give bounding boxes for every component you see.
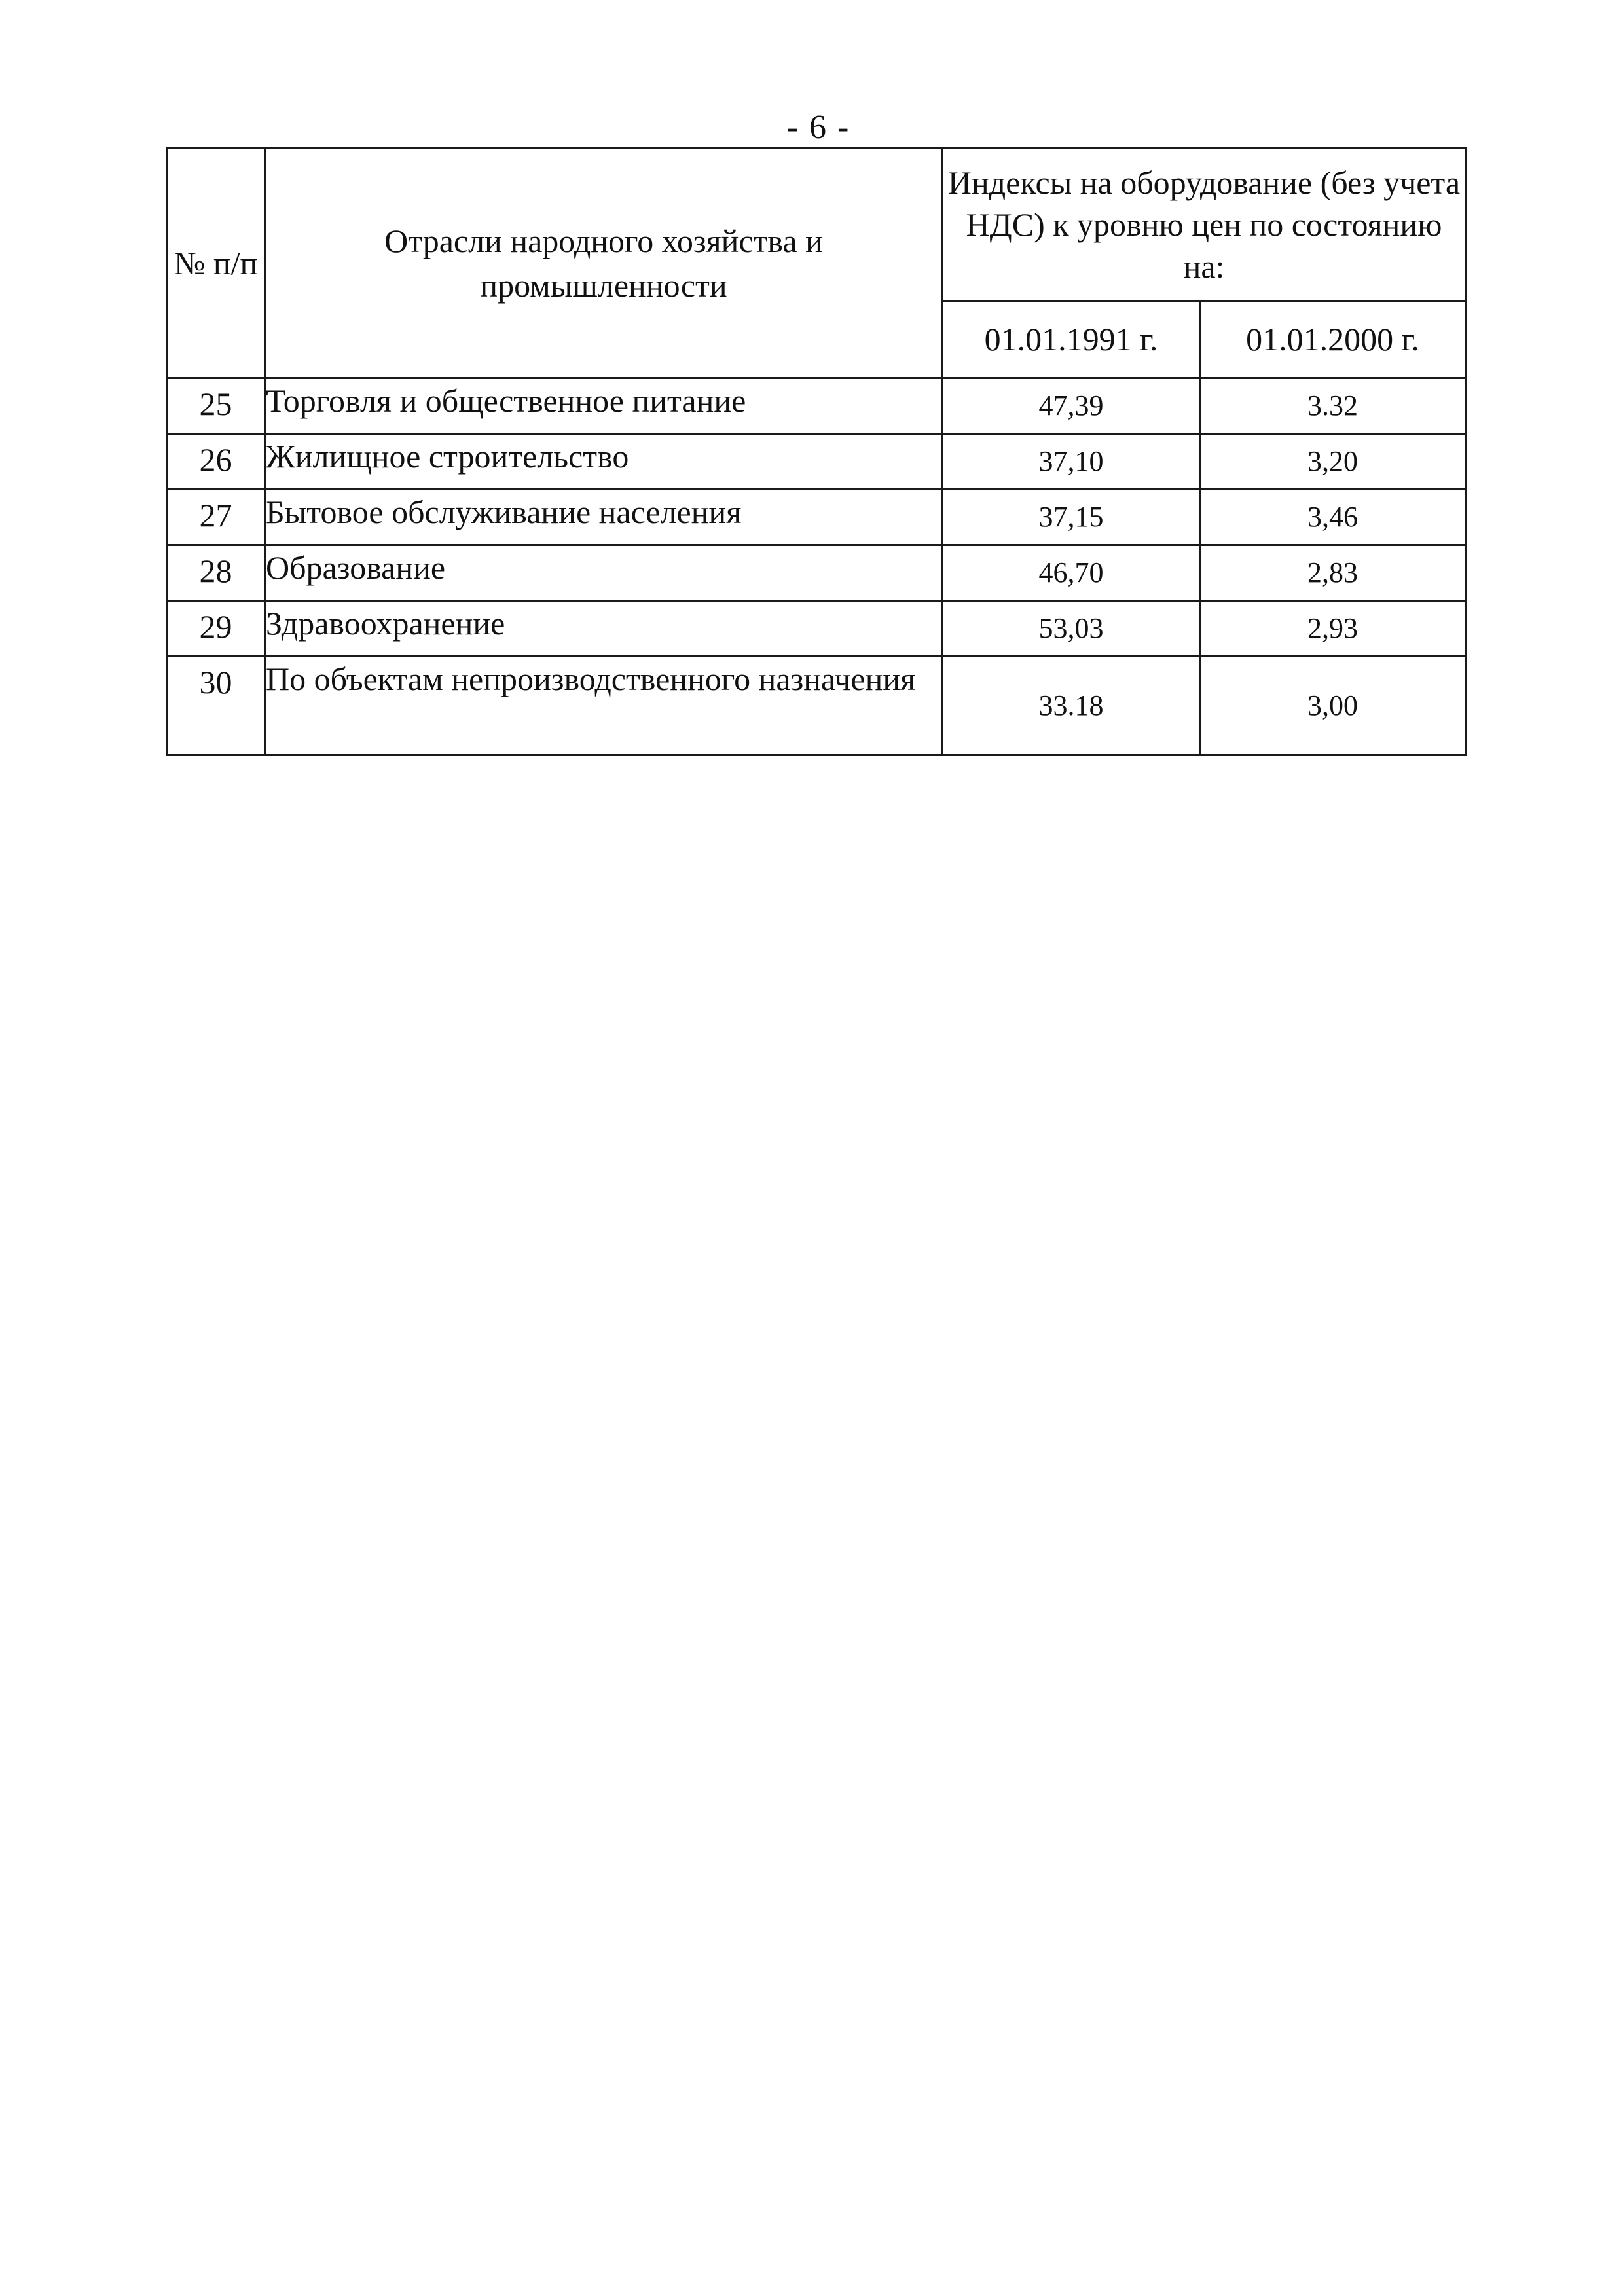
row-index-1991: 37,10 xyxy=(943,434,1200,490)
table-row xyxy=(167,657,1466,756)
row-number: 30 xyxy=(167,657,265,756)
row-index-1991: 53,03 xyxy=(943,601,1200,657)
table-header-row xyxy=(167,149,1466,301)
row-index-2000: 3,00 xyxy=(1200,657,1466,756)
row-number: 26 xyxy=(167,434,265,490)
row-index-1991: 37,15 xyxy=(943,490,1200,545)
equipment-price-index-table xyxy=(166,147,1467,756)
row-industry-name: Образование xyxy=(265,545,943,601)
row-industry-name: По объектам непроизводственного назначения xyxy=(265,657,943,756)
table-row xyxy=(167,601,1466,657)
row-number: 25 xyxy=(167,378,265,434)
column-header-date-1991: 01.01.1991 г. xyxy=(943,301,1200,378)
row-number: 29 xyxy=(167,601,265,657)
row-index-2000: 2,83 xyxy=(1200,545,1466,601)
row-index-2000: 2,93 xyxy=(1200,601,1466,657)
row-number: 28 xyxy=(167,545,265,601)
row-index-2000: 3.32 xyxy=(1200,378,1466,434)
row-industry-name: Торговля и общественное питание xyxy=(265,378,943,434)
row-number: 27 xyxy=(167,490,265,545)
row-index-1991: 33.18 xyxy=(943,657,1200,756)
column-header-date-2000: 01.01.2000 г. xyxy=(1200,301,1466,378)
column-header-number: № п/п xyxy=(167,149,265,378)
column-header-industry: Отрасли народного хозяйства и промышленности xyxy=(265,149,943,378)
page-number: - 6 - xyxy=(786,109,850,146)
row-index-1991: 47,39 xyxy=(943,378,1200,434)
row-industry-name: Бытовое обслуживание населения xyxy=(265,490,943,545)
row-index-2000: 3,46 xyxy=(1200,490,1466,545)
table-row xyxy=(167,490,1466,545)
table-row xyxy=(167,434,1466,490)
row-index-2000: 3,20 xyxy=(1200,434,1466,490)
table-row xyxy=(167,378,1466,434)
table-row xyxy=(167,545,1466,601)
column-header-equipment-indices: Индексы на оборудование (без учета НДС) к уровню цен по состоянию на: xyxy=(943,149,1466,301)
row-industry-name: Здравоохранение xyxy=(265,601,943,657)
row-industry-name: Жилищное строительство xyxy=(265,434,943,490)
row-index-1991: 46,70 xyxy=(943,545,1200,601)
